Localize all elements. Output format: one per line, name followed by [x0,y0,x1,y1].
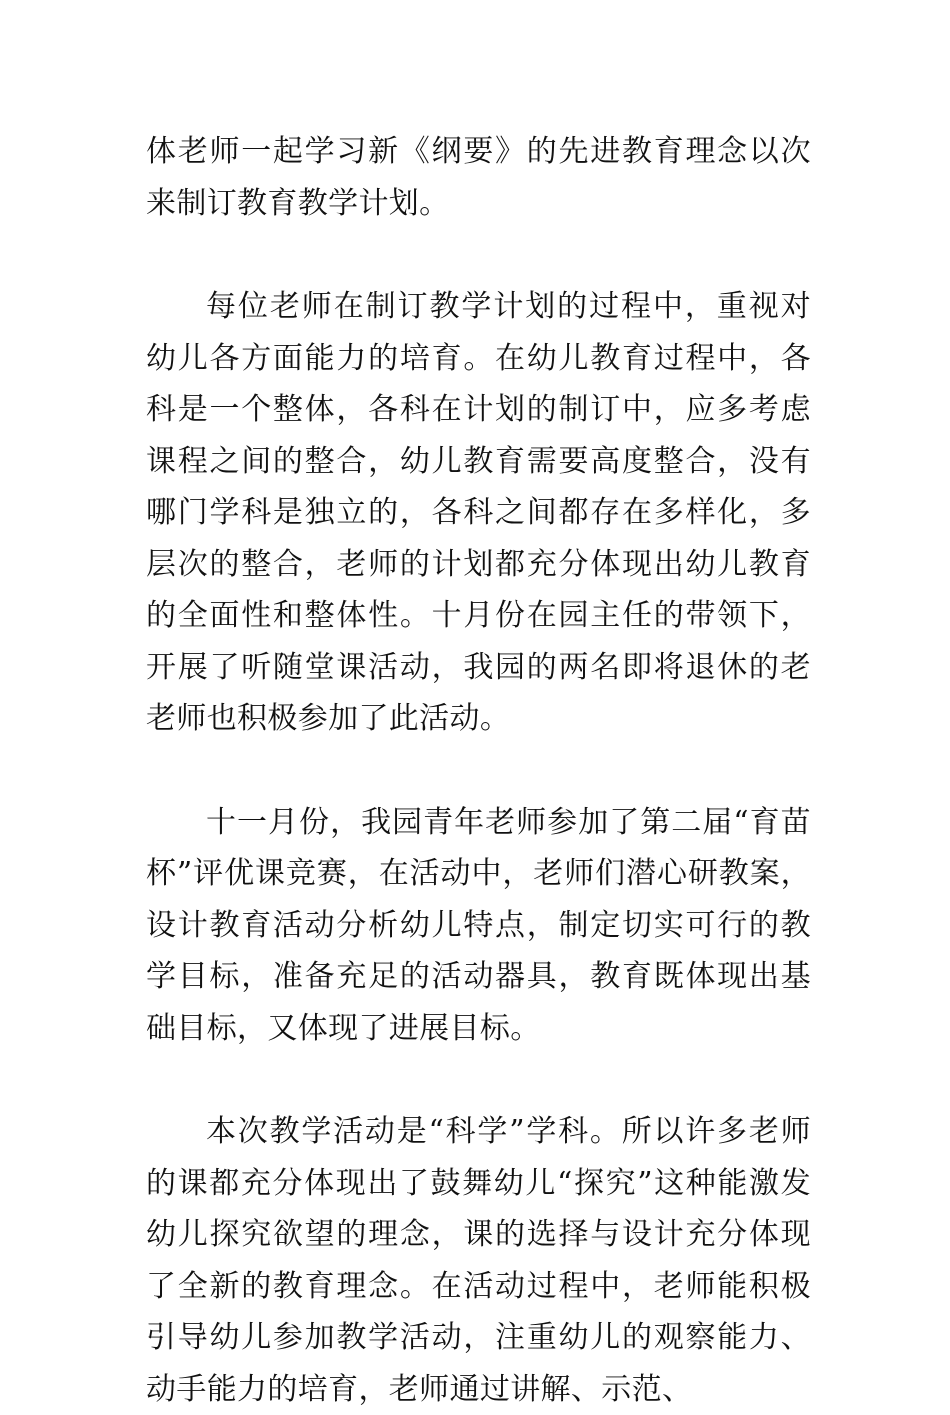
paragraph-gap [146,1054,811,1106]
paragraph-1: 体老师一起学习新《纲要》的先进教育理念以次来制订教育教学计划。 [146,134,811,221]
document-body [146,126,811,1415]
paragraph-4: 本次教学活动是“科学”学科。所以许多老师的课都充分体现出了鼓舞幼儿“探究”这种能激发幼儿探究欲望的理念，课的选择与设计充分体现了全新的教育理念。在活动过程中，老师能积极引导幼儿参加教学活动，注重幼儿的观察能力、动手能力的培育，老师通过讲解、示范、 [146,1114,811,1407]
paragraph-gap [146,745,811,797]
paragraph-gap [146,229,811,281]
paragraph-2: 每位老师在制订教学计划的过程中，重视对幼儿各方面能力的培育。在幼儿教育过程中，各科是一个整体，各科在计划的制订中，应多考虑课程之间的整合，幼儿教育需要高度整合，没有哪门学科是独立的，各科之间都存在多样化，多层次的整合，老师的计划都充分体现出幼儿教育的全面性和整体性。十月份在园主任的带领下，开展了听随堂课活动，我园的两名即将退休的老老师也积极参加了此活动。 [146,289,811,736]
paragraph-3: 十一月份，我园青年老师参加了第二届“育苗杯”评优课竞赛，在活动中，老师们潜心研教案，设计教育活动分析幼儿特点，制定切实可行的教学目标，准备充足的活动器具，教育既体现出基础目标，又体现了进展目标。 [146,804,811,1046]
